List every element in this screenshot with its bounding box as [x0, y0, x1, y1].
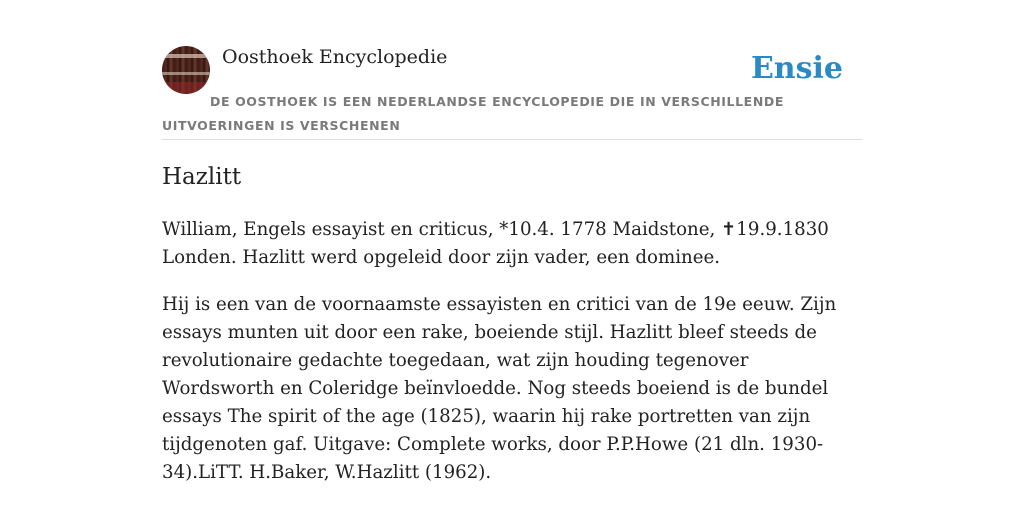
- avatar-band: [162, 72, 210, 75]
- ensie-logo-link[interactable]: Ensie: [750, 51, 843, 86]
- article-paragraph: William, Engels essayist en criticus, *10.4. 1778 Maidstone, ✝19.9.1830 Londen. Hazlitt werd opgeleid door zijn vader, een dominee.: [162, 219, 829, 268]
- article-title: Hazlitt: [162, 164, 242, 190]
- article-paragraph: Hij is een van de voornaamste essayisten en critici van de 19e eeuw. Zijn essays munten uit door een rake, boeiende stijl. Hazlitt bleef steeds de revolutionaire gedachte toegedaan, wat zijn houding tegenover Wordsworth en Coleridge beïnvloedde. Nog steeds boeiend is de bundel essays The spirit of the age (1825), waarin hij rake portretten van zijn tijdgenoten gaf. Uitgave: Complete works, door P.P.Howe (21 dln. 1930-34).LiTT. H.Baker, W.Hazlitt (1962).: [162, 294, 837, 483]
- avatar-band: [162, 54, 210, 58]
- site-tagline: DE OOSTHOEK IS EEN NEDERLANDSE ENCYCLOPEDIE DIE IN VERSCHILLENDE UITVOERINGEN IS VERSCHENEN: [162, 94, 784, 133]
- site-header: [162, 46, 862, 140]
- page: [162, 46, 862, 483]
- site-name-link[interactable]: Oosthoek Encyclopedie: [222, 46, 448, 68]
- book-spines-icon[interactable]: [162, 46, 210, 94]
